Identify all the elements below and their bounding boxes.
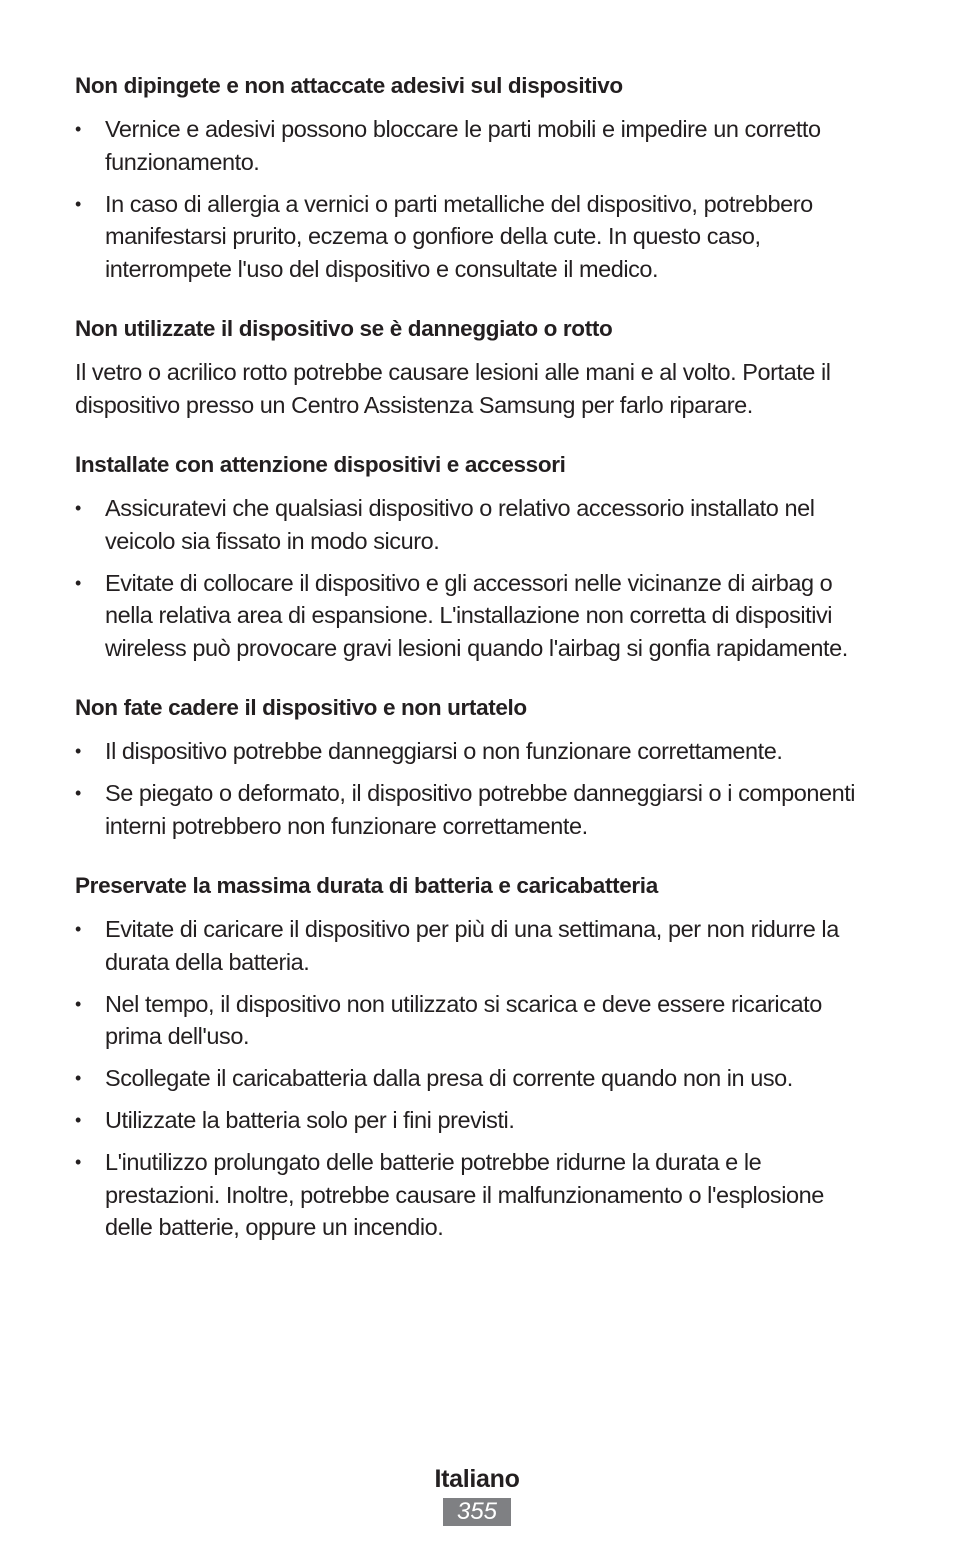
section-heading: Non fate cadere il dispositivo e non urtatelo	[75, 695, 527, 720]
list-item	[75, 188, 875, 286]
section-paint-adhesives	[75, 70, 875, 285]
list-item-text: Scollegate il caricabatteria dalla presa di corrente quando non in uso.	[105, 1065, 793, 1091]
section-heading: Non dipingete e non attaccate adesivi sul dispositivo	[75, 73, 623, 98]
list-item	[75, 988, 875, 1053]
list-item	[75, 1062, 875, 1095]
bullet-icon: •	[75, 193, 81, 214]
section-heading: Installate con attenzione dispositivi e accessori	[75, 452, 566, 477]
bullet-list	[75, 735, 875, 842]
list-item-text: Utilizzate la batteria solo per i fini previsti.	[105, 1107, 515, 1133]
list-item	[75, 1146, 875, 1244]
bullet-icon: •	[75, 783, 81, 803]
section-battery-life	[75, 870, 875, 1244]
footer-language: Italiano	[434, 1465, 520, 1493]
bullet-list	[75, 913, 875, 1244]
list-item-text: Nel tempo, il dispositivo non utilizzato si scarica e deve essere ricaricato prima dell'uso.	[105, 990, 822, 1049]
document-body	[75, 70, 875, 1272]
bullet-icon: •	[75, 1110, 81, 1130]
bullet-list	[75, 492, 875, 664]
list-item	[75, 113, 875, 178]
list-item	[75, 492, 875, 557]
list-item-text: In caso di allergia a vernici o parti metalliche del dispositivo, potrebbero manifestarsi prurito, eczema o gonfiore della cute. In questo caso, interrompete l'uso del dispositivo e consultate il medico.	[105, 190, 813, 282]
list-item-text: Assicuratevi che qualsiasi dispositivo o relativo accessorio installato nel veicolo sia fissato in modo sicuro.	[105, 495, 815, 554]
page-number: 355	[443, 1498, 511, 1526]
page-footer	[0, 1462, 954, 1526]
section-paragraph: Il vetro o acrilico rotto potrebbe causare lesioni alle mani e al volto. Portate il dispositivo presso un Centro Assistenza Samsung per farlo riparare.	[75, 359, 831, 418]
list-item	[75, 567, 875, 665]
bullet-icon: •	[75, 993, 81, 1014]
bullet-icon: •	[75, 741, 81, 761]
section-damaged-device	[75, 313, 875, 421]
bullet-icon: •	[75, 1068, 81, 1088]
section-heading: Non utilizzate il dispositivo se è danneggiato o rotto	[75, 316, 613, 341]
list-item-text: L'inutilizzo prolungato delle batterie potrebbe ridurne la durata e le prestazioni. Inoltre, potrebbe causare il malfunzionamento o l'esplosione delle batterie, oppure un incendio.	[105, 1149, 824, 1240]
section-heading: Preservate la massima durata di batteria e caricabatteria	[75, 873, 658, 898]
bullet-icon: •	[75, 1152, 81, 1172]
section-drop-device	[75, 692, 875, 842]
list-item	[75, 913, 875, 978]
list-item-text: Se piegato o deformato, il dispositivo potrebbe danneggiarsi o i componenti interni potrebbero non funzionare correttamente.	[105, 780, 856, 839]
list-item	[75, 1104, 875, 1137]
list-item-text: Evitate di caricare il dispositivo per più di una settimana, per non ridurre la durata della batteria.	[105, 916, 839, 975]
bullet-icon: •	[75, 498, 81, 518]
bullet-list	[75, 113, 875, 285]
bullet-icon: •	[75, 919, 81, 939]
list-item-text: Il dispositivo potrebbe danneggiarsi o non funzionare correttamente.	[105, 738, 783, 764]
list-item	[75, 735, 875, 768]
list-item	[75, 777, 875, 842]
list-item-text: Vernice e adesivi possono bloccare le parti mobili e impedire un corretto funzionamento.	[105, 116, 821, 175]
bullet-icon: •	[75, 119, 81, 139]
list-item-text: Evitate di collocare il dispositivo e gli accessori nelle vicinanze di airbag o nella relativa area di espansione. L'installazione non corretta di dispositivi wireless può provocare gravi lesioni quando l'airbag si gonfia rapidamente.	[105, 569, 848, 661]
section-install-accessories	[75, 449, 875, 664]
bullet-icon: •	[75, 572, 81, 593]
